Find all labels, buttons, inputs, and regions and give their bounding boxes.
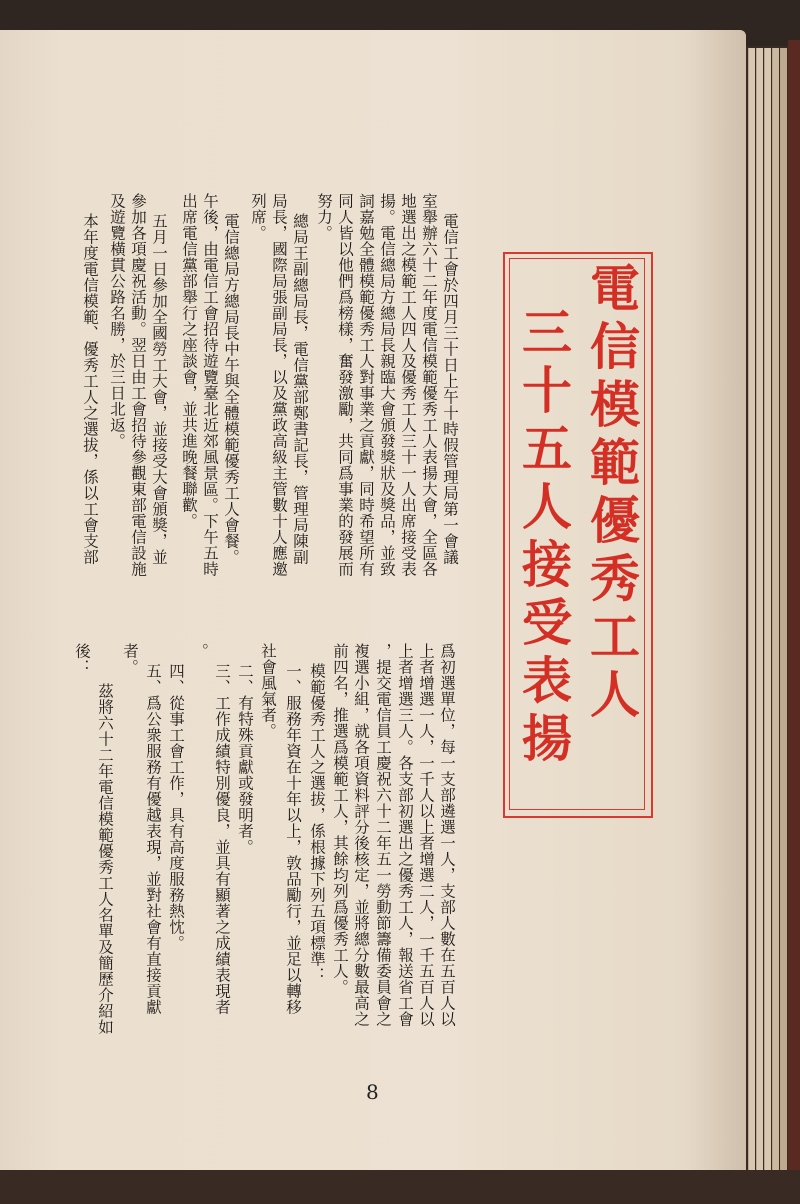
text-column: 揚。電信總局方總局長親臨大會頒發獎狀及獎品，並致 xyxy=(378,193,396,577)
text-column: 上者增選一人，一千人以上者增選二人，一千五百人以 xyxy=(417,643,435,1027)
text-column: 社會風氣者。 xyxy=(259,643,277,739)
page-number: 8 xyxy=(366,1080,379,1104)
text-column: 上者增選三人。各支部初選出之優秀工人，報送省工會 xyxy=(396,643,414,1027)
title-line-1: 電信模範優秀工人 xyxy=(582,262,641,726)
text-column: 參加各項慶祝活動。翌日由工會招待參觀東部電信設施 xyxy=(129,193,147,577)
text-column: 五、爲公衆服務有優越表現，並對社會有直接貢獻 xyxy=(144,663,162,1015)
text-column: 電信總局方總局長中午與全體模範優秀工人會餐。 xyxy=(222,213,240,565)
text-column: 後： xyxy=(73,643,91,675)
text-column: 室舉辦六十二年度電信模範優秀工人表揚大會，全區各 xyxy=(420,193,438,577)
book-cover-edge xyxy=(788,40,800,1180)
text-column: 出席電信黨部舉行之座談會，並共進晚餐聯歡。 xyxy=(180,193,198,529)
text-column: 局長，國際局張副局長，以及黨政高級主管數十人應邀 xyxy=(270,193,288,577)
text-column: 模範優秀工人之選拔，係根據下列五項標準： xyxy=(308,663,326,983)
text-column: 前四名，推選爲模範工人，其餘均列爲優秀工人。 xyxy=(331,643,349,995)
text-column: 二、有特殊貢獻或發明者。 xyxy=(236,663,254,855)
page-edge xyxy=(772,48,779,1178)
text-column: 本年度電信模範、優秀工人之選拔，係以工會支部 xyxy=(81,213,99,565)
text-column: 爲初選單位，每一支部遴選一人，支部人數在五百人以 xyxy=(438,643,456,1027)
page-edge xyxy=(764,48,771,1178)
text-column: ，提交電信員工慶祝六十二年五一勞動節籌備委員會之 xyxy=(374,643,392,1027)
text-column: 。 xyxy=(191,643,209,659)
book-cover-bottom xyxy=(0,1170,800,1204)
page-edge xyxy=(780,48,787,1178)
text-column: 同人皆以他們爲榜樣，奮發激勵，共同爲事業的發展而 xyxy=(336,193,354,577)
text-column: 午後，由電信工會招待遊覽臺北近郊風景區。下午五時 xyxy=(201,193,219,577)
text-column: 總局王副總局長，電信黨部鄭書記長，管理局陳副 xyxy=(291,213,309,565)
text-column: 複選小組，就各項資料評分後核定，並將總分數最高之 xyxy=(352,643,370,1027)
text-column: 電信工會於四月三十日上午十時假管理局第一會議 xyxy=(441,213,459,565)
text-column: 四、從事工會工作，具有高度服務熱忱。 xyxy=(167,663,185,951)
text-column: 及遊覽橫貫公路名勝，於三日北返。 xyxy=(108,193,126,449)
page-edge xyxy=(756,48,763,1178)
text-column: 五月一日參加全國勞工大會，並接受大會頒獎，並 xyxy=(150,213,168,565)
text-column: 詞嘉勉全體模範優秀工人對事業之貢獻，同時希望所有 xyxy=(357,193,375,577)
text-column: 一、服務年資在十年以上，敦品勵行，並足以轉移 xyxy=(284,663,302,1015)
text-column: 地選出之模範工人四人及優秀工人三十一人出席接受表 xyxy=(399,193,417,577)
text-column: 茲將六十二年電信模範優秀工人名單及簡歷介紹如 xyxy=(96,683,114,1035)
text-column: 者。 xyxy=(121,643,139,675)
page-edge xyxy=(748,48,755,1178)
text-column: 努力。 xyxy=(315,193,333,241)
title-line-2: 三十五人接受表揚 xyxy=(514,306,573,770)
text-column: 列席。 xyxy=(249,193,267,241)
text-column: 三、工作成績特別優良，並具有顯著之成績表現者 xyxy=(213,663,231,1015)
